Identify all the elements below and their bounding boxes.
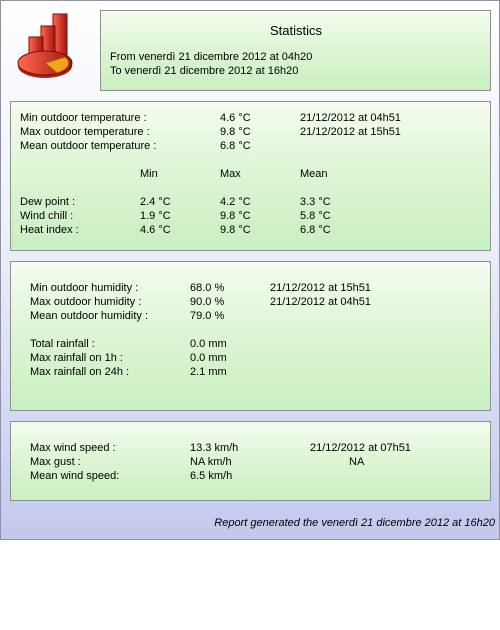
temperature-panel [10, 101, 491, 251]
col-max-header: Max [220, 168, 241, 180]
page-title: Statistics [270, 23, 323, 38]
max-rainfall-1h-value: 0.0 mm [190, 352, 227, 364]
mean-wind-speed-label: Mean wind speed: [30, 470, 120, 482]
max-gust-value: NA km/h [190, 456, 232, 468]
heat-index-mean: 6.8 °C [300, 224, 331, 236]
max-humidity-label: Max outdoor humidity : [30, 296, 142, 308]
min-temp-time: 21/12/2012 at 04h51 [300, 112, 401, 124]
dew-point-max: 4.2 °C [220, 196, 251, 208]
wind-chill-label: Wind chill : [20, 210, 74, 222]
max-rainfall-24h-label: Max rainfall on 24h : [30, 366, 130, 378]
max-wind-speed-time: 21/12/2012 at 07h51 [310, 442, 411, 454]
max-rainfall-1h-label: Max rainfall on 1h : [30, 352, 123, 364]
period-to: To venerdì 21 dicembre 2012 at 16h20 [110, 65, 299, 77]
col-mean-header: Mean [300, 168, 328, 180]
mean-temp-label: Mean outdoor temperature : [20, 140, 157, 152]
max-humidity-value: 90.0 % [190, 296, 225, 308]
mean-temp-value: 6.8 °C [220, 140, 251, 152]
mean-wind-speed-value: 6.5 km/h [190, 470, 233, 482]
dew-point-min: 2.4 °C [140, 196, 171, 208]
wind-chill-max: 9.8 °C [220, 210, 251, 222]
dew-point-mean: 3.3 °C [300, 196, 331, 208]
total-rainfall-value: 0.0 mm [190, 338, 227, 350]
max-gust-time: NA [349, 456, 365, 468]
min-humidity-time: 21/12/2012 at 15h51 [270, 282, 371, 294]
wind-chill-min: 1.9 °C [140, 210, 171, 222]
min-temp-label: Min outdoor temperature : [20, 112, 147, 124]
wind-panel [10, 421, 491, 501]
min-humidity-label: Min outdoor humidity : [30, 282, 139, 294]
heat-index-label: Heat index : [20, 224, 79, 236]
max-humidity-time: 21/12/2012 at 04h51 [270, 296, 371, 308]
max-temp-value: 9.8 °C [220, 126, 251, 138]
col-min-header: Min [140, 168, 158, 180]
total-rainfall-label: Total rainfall : [30, 338, 95, 350]
heat-index-max: 9.8 °C [220, 224, 251, 236]
heat-index-min: 4.6 °C [140, 224, 171, 236]
min-temp-value: 4.6 °C [220, 112, 251, 124]
max-gust-label: Max gust : [30, 456, 81, 468]
mean-humidity-value: 79.0 % [190, 310, 225, 322]
bar-pie-chart-logo-icon [15, 11, 79, 81]
humidity-rain-panel [10, 261, 491, 411]
report-footer: Report generated the venerdì 21 dicembre 2012 at 16h20 [214, 517, 495, 529]
mean-humidity-label: Mean outdoor humidity : [30, 310, 149, 322]
wind-chill-mean: 5.8 °C [300, 210, 331, 222]
max-temp-label: Max outdoor temperature : [20, 126, 150, 138]
max-temp-time: 21/12/2012 at 15h51 [300, 126, 401, 138]
max-wind-speed-value: 13.3 km/h [190, 442, 239, 454]
dew-point-label: Dew point : [20, 196, 76, 208]
period-from: From venerdì 21 dicembre 2012 at 04h20 [110, 51, 313, 63]
max-rainfall-24h-value: 2.1 mm [190, 366, 227, 378]
max-wind-speed-label: Max wind speed : [30, 442, 116, 454]
min-humidity-value: 68.0 % [190, 282, 225, 294]
header-panel [100, 10, 491, 91]
